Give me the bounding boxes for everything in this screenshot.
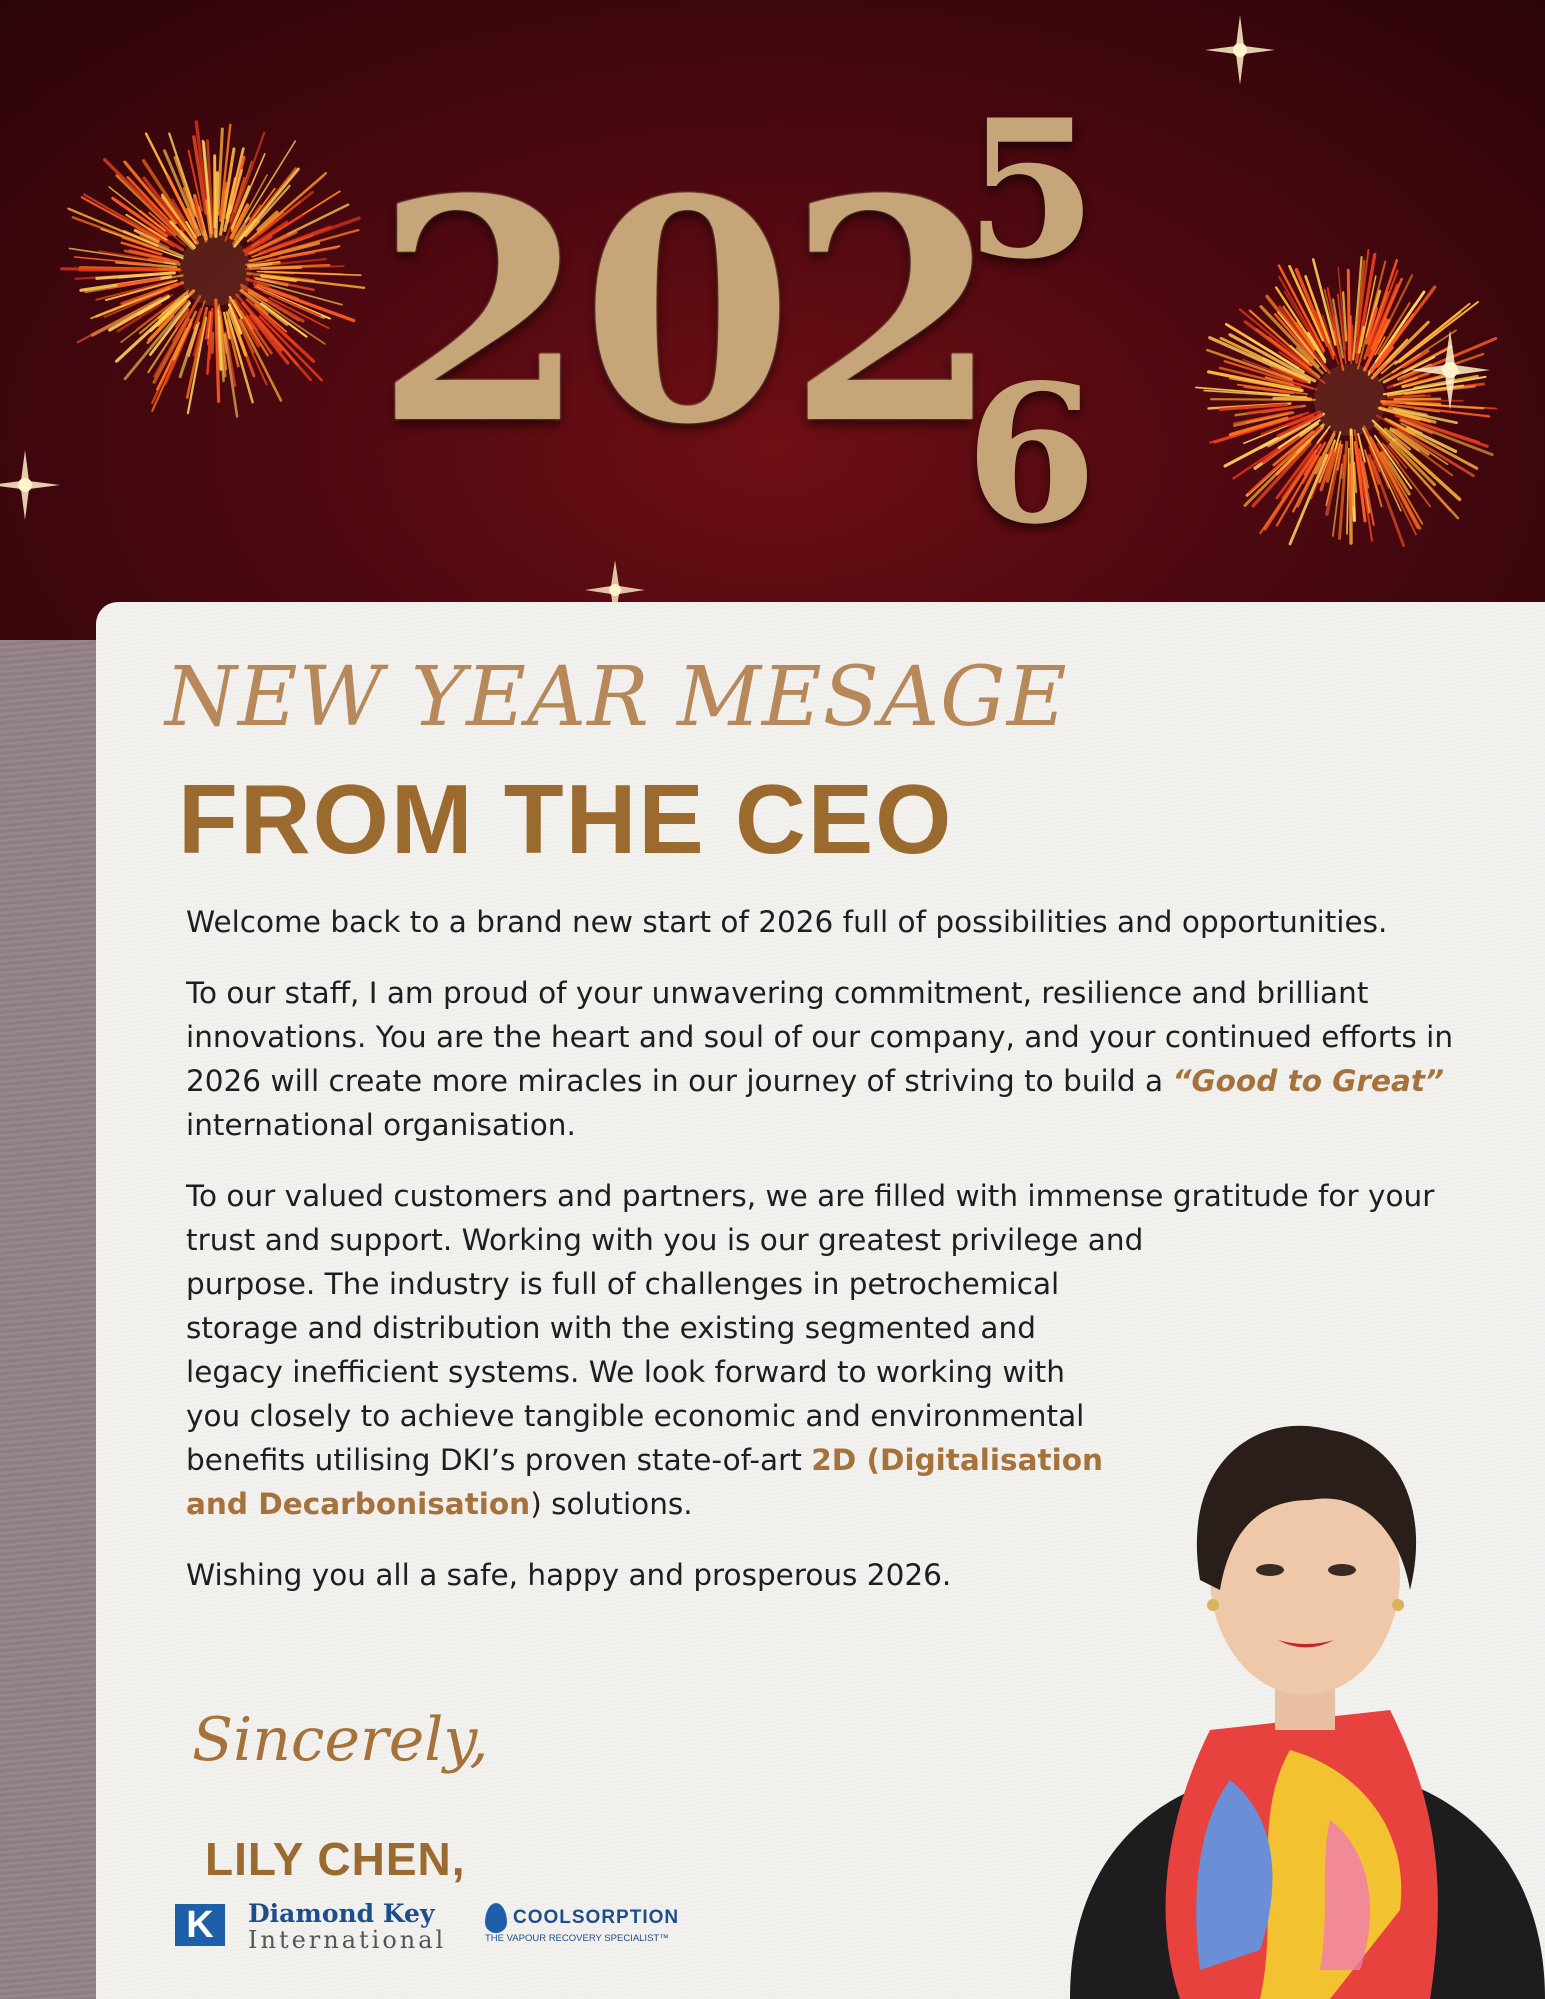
message-paragraph: Wishing you all a safe, happy and prosperous 2026. — [186, 1558, 952, 1592]
signer-name: LILY CHEN, — [205, 1833, 466, 1885]
good-to-great-highlight: “Good to Great” — [1172, 1064, 1445, 1098]
narrow-text-block — [186, 1262, 1106, 1526]
text-run: To our valued customers and partners, we are filled with immense gratitude for your trust and support. Working with you is our greatest privilege and — [186, 1179, 1435, 1257]
coolsorption-name: COOLSORPTION — [513, 1907, 680, 1928]
year-digit-6: 6 — [965, 360, 1098, 535]
new-year-banner — [0, 0, 1545, 640]
text-run: ) solutions. — [530, 1487, 693, 1521]
dk-company-name: Diamond Key — [248, 1899, 435, 1928]
dk-logo-icon: K — [175, 1904, 225, 1946]
2d-highlight: 2D (Digitalisation and Decarbonisation — [186, 1443, 1103, 1521]
coolsorption-tagline: THE VAPOUR RECOVERY SPECIALIST™ — [485, 1933, 669, 1944]
year-2025-numerals: 202 — [375, 133, 994, 491]
dk-company-sub: International — [248, 1926, 447, 1954]
text-run: international organisation. — [186, 1108, 576, 1142]
message-paragraph: Welcome back to a brand new start of 2026 full of possibilities and opportunities. — [186, 905, 1388, 939]
message-paragraph — [186, 971, 1456, 1147]
text-run: purpose. The industry is full of challenges in petrochemical storage and distribution with the existing segmented and legacy inefficient systems. We look forward to working with you closely to achieve tangible economic and environmental benefits utilising DKI’s proven state-of-art — [186, 1267, 1085, 1477]
side-texture — [0, 600, 100, 1999]
closing-signature: Sincerely, — [192, 1705, 489, 1775]
page-title: FROM THE CEO — [178, 764, 954, 874]
text-run: To our staff, I am proud of your unwavering commitment, resilience and brilliant innovations. You are the heart and soul of our company, and your continued efforts in 2026 will create more miracles in our journey of striving to build a — [186, 976, 1454, 1098]
firework-icon — [62, 122, 364, 416]
ceo-portrait — [1030, 1350, 1545, 1999]
sparkle-icon — [1205, 15, 1275, 85]
script-heading: NEW YEAR MESAGE — [165, 650, 1068, 745]
year-digit-5: 5 — [965, 78, 1098, 301]
sparkle-icon — [0, 450, 60, 520]
